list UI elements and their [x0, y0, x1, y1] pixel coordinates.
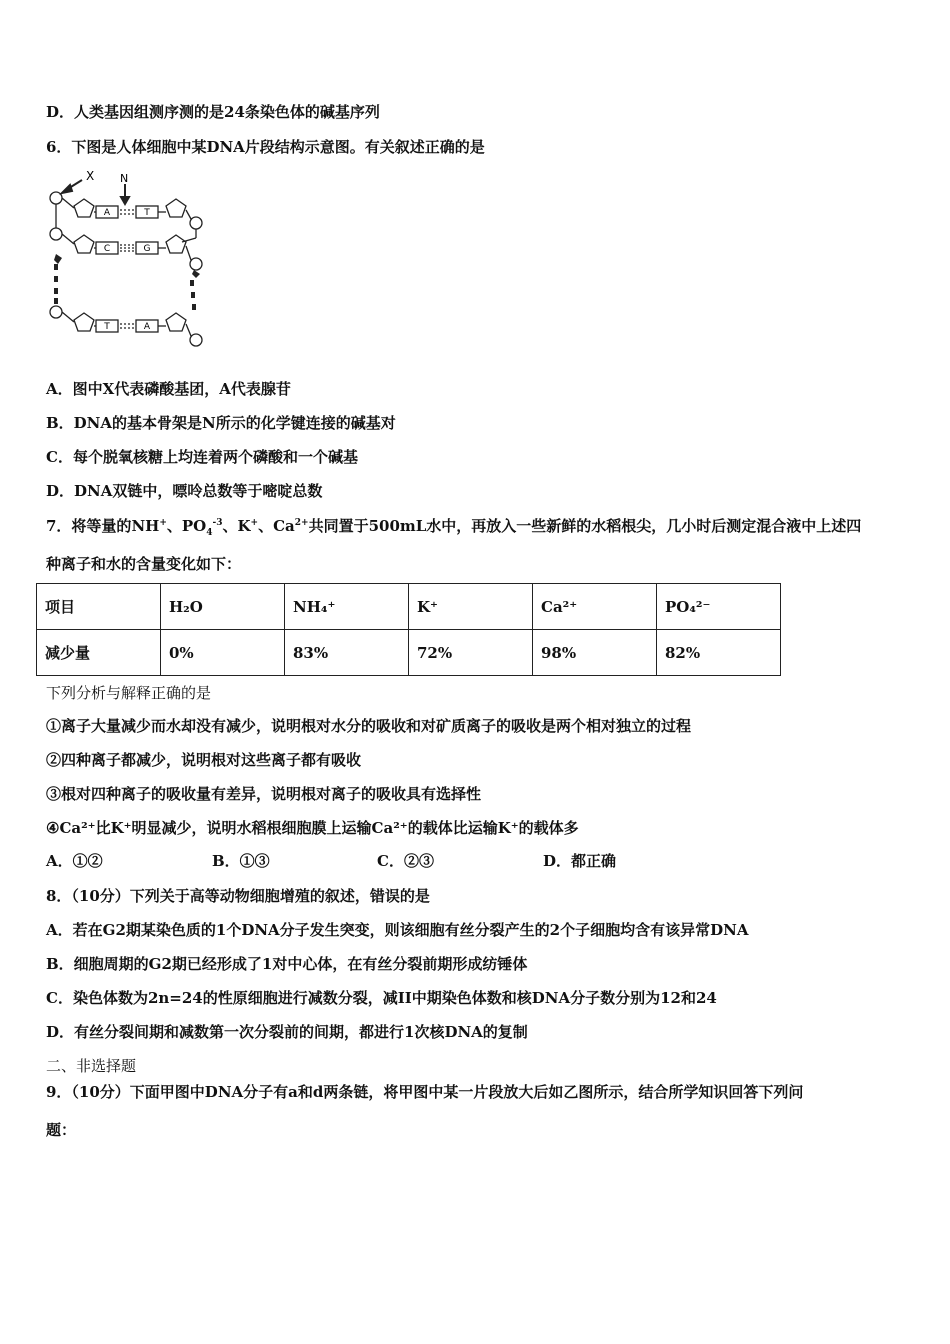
table-cell: 0%	[161, 630, 285, 676]
table-header-row	[37, 584, 781, 630]
q7-option-b: B．①③	[212, 852, 270, 870]
q6-option-c: C．每个脱氧核糖上均连着两个磷酸和一个碱基	[46, 448, 358, 466]
q9-stem: 9．（10分）下面甲图中DNA分子有a和d两条链，将甲图中某一片段放大后如乙图所示，结合所学知识回答下列问	[46, 1083, 804, 1101]
phosphate-circle	[190, 258, 202, 270]
deoxyribose-pentagon	[74, 199, 94, 217]
deoxyribose-pentagon	[74, 235, 94, 253]
ion-table	[36, 583, 781, 676]
q7-option-d: D．都正确	[543, 852, 617, 870]
q7-stem-line2: 种离子和水的含量变化如下：	[46, 555, 242, 573]
q8-option-b: B．细胞周期的G2期已经形成了1对中心体，在有丝分裂前期形成纺锤体	[46, 955, 528, 973]
base-label: C	[103, 244, 111, 254]
q7-statement-2: ②四种离子都减少，说明根对这些离子都有吸收	[46, 751, 362, 769]
table-cell: K⁺	[409, 584, 533, 630]
table-cell: 83%	[285, 630, 409, 676]
q8-stem: 8．（10分）下列关于高等动物细胞增殖的叙述，错误的是	[46, 887, 430, 905]
section-title: 二、非选择题	[46, 1057, 137, 1075]
base-label: T	[144, 208, 150, 218]
deoxyribose-pentagon	[166, 313, 186, 331]
table-cell: NH₄⁺	[285, 584, 409, 630]
deoxyribose-pentagon	[74, 313, 94, 331]
table-row	[37, 630, 781, 676]
label-x: X	[86, 169, 95, 183]
table-cell: PO₄²⁻	[657, 584, 781, 630]
q7-stem: 7．将等量的NH+、$PO_4^{-3}$、K+、$Ca^{2+}$共同置于500mL水中，再放入一些新鲜的水稻根尖，几小时后测定混合液中上述四	[46, 517, 862, 538]
phosphate-circle	[50, 228, 62, 240]
base-label: G	[143, 244, 151, 254]
q6-option-b: B．DNA的基本骨架是N所示的化学键连接的碱基对	[46, 414, 396, 432]
q9-stem-line2: 题：	[46, 1121, 77, 1139]
q5-option-d: D．人类基因组测序测的是24条染色体的碱基序列	[46, 103, 380, 121]
q7-statement-1: ①离子大量减少而水却没有减少，说明根对水分的吸收和对矿质离子的吸收是两个相对独立的过程	[46, 717, 692, 735]
table-cell: 减少量	[37, 630, 161, 676]
arrow-n-icon	[121, 197, 129, 204]
arrow-x-icon	[62, 185, 72, 193]
q6-option-d: D．DNA双链中，嘌呤总数等于嘧啶总数	[46, 482, 323, 500]
table-cell: Ca²⁺	[533, 584, 657, 630]
q8-option-c: C．染色体数为2n=24的性原细胞进行减数分裂，减II中期染色体数和核DNA分子数分别为12和24	[46, 989, 717, 1007]
deoxyribose-pentagon	[166, 199, 186, 217]
table-cell: 98%	[533, 630, 657, 676]
q8-option-a: A．若在G2期某染色质的1个DNA分子发生突变，则该细胞有丝分裂产生的2个子细胞均含有该异常DNA	[46, 921, 749, 939]
phosphate-circle	[50, 306, 62, 318]
table-cell: 项目	[37, 584, 161, 630]
phosphate-circle	[190, 217, 202, 229]
q7-statement-4: ④Ca²⁺比K⁺明显减少，说明水稻根细胞膜上运输Ca²⁺的载体比运输K⁺的载体多	[46, 819, 579, 837]
table-cell: H₂O	[161, 584, 285, 630]
q6-option-a: A．图中X代表磷酸基团，A代表腺苷	[46, 380, 291, 398]
q7-analysis-title: 下列分析与解释正确的是	[46, 684, 212, 702]
label-n: N	[120, 172, 129, 185]
q7-option-a: A．①②	[46, 852, 103, 870]
table-cell: 72%	[409, 630, 533, 676]
phosphate-circle	[190, 334, 202, 346]
base-label: A	[103, 208, 111, 218]
base-label: A	[143, 322, 151, 332]
deoxyribose-pentagon	[166, 235, 186, 253]
q8-option-d: D．有丝分裂间期和减数第一次分裂前的间期，都进行1次核DNA的复制	[46, 1023, 528, 1041]
dna-structure-diagram	[44, 168, 214, 353]
q6-stem: 6．下图是人体细胞中某DNA片段结构示意图。有关叙述正确的是	[46, 138, 485, 156]
q7-statement-3: ③根对四种离子的吸收量有差异，说明根对离子的吸收具有选择性	[46, 785, 482, 803]
q7-option-c: C．②③	[377, 852, 434, 870]
table-cell: 82%	[657, 630, 781, 676]
base-label: T	[104, 322, 110, 332]
